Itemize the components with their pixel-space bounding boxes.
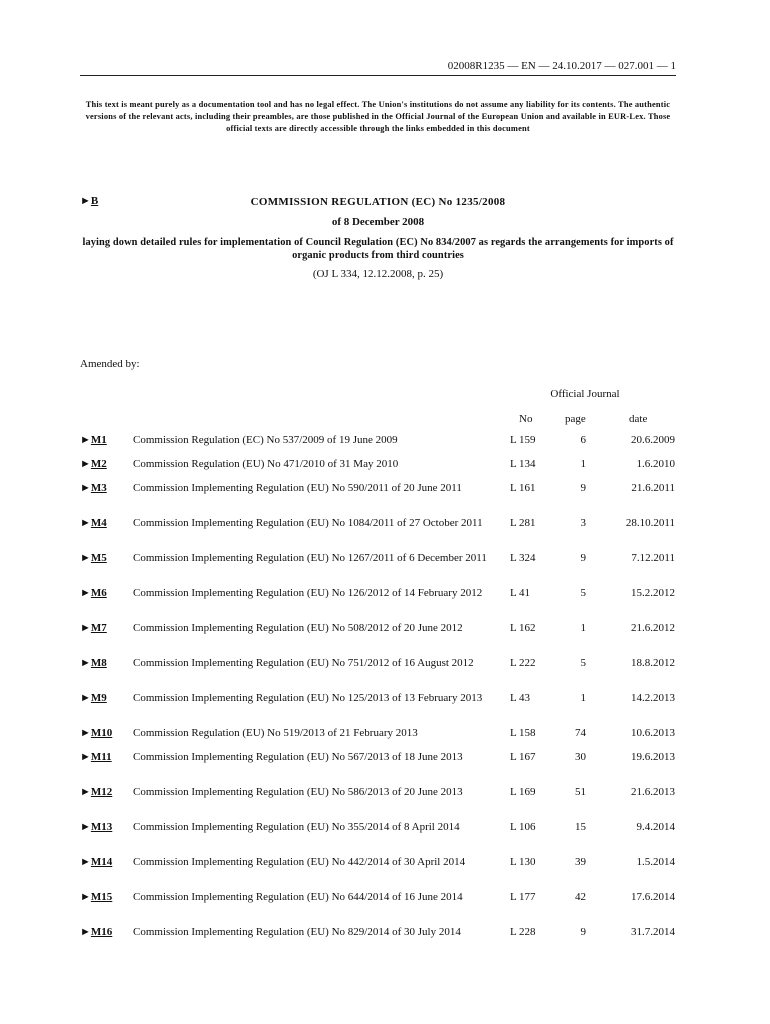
amendment-oj-number: L 169 bbox=[510, 786, 536, 798]
amendment-marker-link[interactable] bbox=[80, 434, 107, 446]
amendment-row bbox=[80, 856, 680, 886]
amendment-oj-number: L 167 bbox=[510, 751, 536, 763]
amendment-oj-number: L 228 bbox=[510, 926, 536, 938]
amendment-oj-date: 21.6.2011 bbox=[631, 482, 675, 494]
marker-arrow-icon: ► bbox=[80, 786, 91, 798]
amendment-title: Commission Implementing Regulation (EU) No 355/2014 of 8 April 2014 bbox=[133, 821, 460, 833]
amendment-title: Commission Implementing Regulation (EU) No 751/2012 of 16 August 2012 bbox=[133, 657, 474, 669]
amendment-marker-link[interactable] bbox=[80, 657, 107, 669]
amendment-title: Commission Implementing Regulation (EU) No 1267/2011 of 6 December 2011 bbox=[133, 552, 487, 564]
legal-disclaimer: This text is meant purely as a documentation tool and has no legal effect. The Union's institutions do not assume any liability for its contents. The authentic versions of the relevant acts, including their preambles, are those published in the Official Journal of the European Union and available in EUR-Lex. Those official texts are directly accessible through the links embedded in this document bbox=[85, 100, 671, 133]
amended-by-heading: Amended by: bbox=[80, 358, 140, 370]
amendment-row bbox=[80, 926, 680, 956]
amendment-row bbox=[80, 482, 680, 512]
amendment-oj-page: 6 bbox=[580, 434, 586, 446]
marker-arrow-icon: ► bbox=[80, 926, 91, 938]
amendment-oj-date: 20.6.2009 bbox=[631, 434, 675, 446]
amendment-oj-date: 1.6.2010 bbox=[636, 458, 675, 470]
amendment-oj-date: 31.7.2014 bbox=[631, 926, 675, 938]
amendment-title: Commission Regulation (EU) No 471/2010 of 31 May 2010 bbox=[133, 458, 399, 470]
amendment-code[interactable]: M16 bbox=[90, 926, 113, 938]
amendment-oj-page: 74 bbox=[575, 727, 586, 739]
amendment-oj-page: 1 bbox=[580, 458, 586, 470]
marker-arrow-icon: ► bbox=[80, 195, 91, 207]
amendment-title: Commission Implementing Regulation (EU) No 508/2012 of 20 June 2012 bbox=[133, 622, 463, 634]
amendment-code[interactable]: M5 bbox=[90, 552, 107, 564]
amendment-row bbox=[80, 657, 680, 687]
regulation-date: of 8 December 2008 bbox=[331, 216, 425, 228]
amendment-oj-page: 30 bbox=[575, 751, 586, 763]
amendment-marker-link[interactable] bbox=[80, 786, 112, 798]
marker-arrow-icon: ► bbox=[80, 727, 91, 739]
regulation-subject: laying down detailed rules for implementation of Council Regulation (EC) No 834/2007 as regards the arrangements for imports of organic products from third countries bbox=[82, 237, 674, 261]
amendment-oj-date: 17.6.2014 bbox=[631, 891, 675, 903]
amendment-code[interactable]: M2 bbox=[90, 458, 107, 470]
column-header-page: page bbox=[565, 413, 586, 425]
amendment-title: Commission Implementing Regulation (EU) No 590/2011 of 20 June 2011 bbox=[133, 482, 462, 494]
amendment-oj-date: 14.2.2013 bbox=[631, 692, 675, 704]
column-header-date: date bbox=[629, 413, 648, 425]
amendment-oj-number: L 324 bbox=[510, 552, 536, 564]
amendment-code[interactable]: M15 bbox=[90, 891, 113, 903]
amendment-title: Commission Regulation (EU) No 519/2013 of 21 February 2013 bbox=[133, 727, 418, 739]
amendment-oj-page: 9 bbox=[580, 926, 586, 938]
column-header-no: No bbox=[519, 413, 533, 425]
amendment-row bbox=[80, 587, 680, 617]
amendment-title: Commission Implementing Regulation (EU) No 567/2013 of 18 June 2013 bbox=[133, 751, 463, 763]
marker-arrow-icon: ► bbox=[80, 517, 91, 529]
amendment-marker-link[interactable] bbox=[80, 821, 112, 833]
marker-arrow-icon: ► bbox=[80, 482, 91, 494]
amendment-oj-number: L 159 bbox=[510, 434, 536, 446]
amendment-oj-number: L 281 bbox=[510, 517, 536, 529]
amendment-code[interactable]: M4 bbox=[90, 517, 107, 529]
document-reference-header: 02008R1235 — EN — 24.10.2017 — 027.001 — 1 bbox=[80, 60, 676, 76]
amendment-code[interactable]: M9 bbox=[90, 692, 107, 704]
amendment-marker-link[interactable] bbox=[80, 751, 112, 763]
amendment-oj-number: L 43 bbox=[510, 692, 531, 704]
amendment-code[interactable]: M11 bbox=[90, 751, 112, 763]
amendment-oj-page: 51 bbox=[575, 786, 586, 798]
amendment-title: Commission Implementing Regulation (EU) No 829/2014 of 30 July 2014 bbox=[133, 926, 461, 938]
amendment-row bbox=[80, 786, 680, 816]
amendment-marker-link[interactable] bbox=[80, 458, 107, 470]
amendment-row bbox=[80, 891, 680, 921]
base-act-code[interactable]: B bbox=[90, 195, 99, 207]
amendment-row bbox=[80, 751, 680, 781]
marker-arrow-icon: ► bbox=[80, 891, 91, 903]
amendment-marker-link[interactable] bbox=[80, 692, 107, 704]
marker-arrow-icon: ► bbox=[80, 821, 91, 833]
amendment-code[interactable]: M10 bbox=[90, 727, 113, 739]
amendment-code[interactable]: M3 bbox=[90, 482, 107, 494]
amendment-marker-link[interactable] bbox=[80, 517, 107, 529]
regulation-oj-reference: (OJ L 334, 12.12.2008, p. 25) bbox=[312, 268, 444, 280]
amendment-title: Commission Implementing Regulation (EU) No 644/2014 of 16 June 2014 bbox=[133, 891, 463, 903]
amendment-marker-link[interactable] bbox=[80, 552, 107, 564]
amendment-oj-page: 42 bbox=[575, 891, 586, 903]
amendment-oj-number: L 158 bbox=[510, 727, 536, 739]
amendment-oj-date: 10.6.2013 bbox=[631, 727, 675, 739]
amendment-code[interactable]: M6 bbox=[90, 587, 107, 599]
amendment-title: Commission Implementing Regulation (EU) No 125/2013 of 13 February 2013 bbox=[133, 692, 483, 704]
amendment-oj-number: L 162 bbox=[510, 622, 536, 634]
marker-arrow-icon: ► bbox=[80, 751, 91, 763]
amendment-oj-number: L 106 bbox=[510, 821, 536, 833]
regulation-title: COMMISSION REGULATION (EC) No 1235/2008 bbox=[250, 196, 506, 208]
amendment-row bbox=[80, 552, 680, 582]
marker-arrow-icon: ► bbox=[80, 552, 91, 564]
amendment-marker-link[interactable] bbox=[80, 587, 107, 599]
marker-arrow-icon: ► bbox=[80, 692, 91, 704]
amendment-oj-date: 9.4.2014 bbox=[636, 821, 675, 833]
amendment-marker-link[interactable] bbox=[80, 482, 107, 494]
amendment-marker-link[interactable] bbox=[80, 926, 112, 938]
amendment-code[interactable]: M8 bbox=[90, 657, 107, 669]
amendment-oj-page: 3 bbox=[580, 517, 586, 529]
amendment-oj-date: 21.6.2012 bbox=[631, 622, 675, 634]
amendment-oj-page: 9 bbox=[580, 552, 586, 564]
amendment-oj-number: L 41 bbox=[510, 587, 531, 599]
amendment-code[interactable]: M14 bbox=[90, 856, 113, 868]
amendment-oj-number: L 222 bbox=[510, 657, 536, 669]
marker-arrow-icon: ► bbox=[80, 657, 91, 669]
amendment-oj-number: L 130 bbox=[510, 856, 536, 868]
amendment-marker-link[interactable] bbox=[80, 727, 112, 739]
amendment-title: Commission Implementing Regulation (EU) No 586/2013 of 20 June 2013 bbox=[133, 786, 463, 798]
amendment-title: Commission Implementing Regulation (EU) No 126/2012 of 14 February 2012 bbox=[133, 587, 483, 599]
amendment-oj-page: 5 bbox=[580, 657, 586, 669]
amendment-title: Commission Implementing Regulation (EU) No 442/2014 of 30 April 2014 bbox=[133, 856, 466, 868]
amendment-oj-page: 15 bbox=[575, 821, 586, 833]
amendment-marker-link[interactable] bbox=[80, 891, 112, 903]
amendment-oj-date: 21.6.2013 bbox=[631, 786, 675, 798]
amendment-oj-date: 28.10.2011 bbox=[625, 517, 675, 529]
amendment-title: Commission Regulation (EC) No 537/2009 of 19 June 2009 bbox=[133, 434, 398, 446]
amendment-marker-link[interactable] bbox=[80, 622, 107, 634]
amendment-oj-page: 9 bbox=[580, 482, 586, 494]
official-journal-heading: Official Journal bbox=[550, 388, 620, 400]
amendment-row bbox=[80, 692, 680, 722]
amendment-oj-date: 15.2.2012 bbox=[631, 587, 675, 599]
amendment-code[interactable]: M12 bbox=[90, 786, 113, 798]
amendment-oj-page: 5 bbox=[580, 587, 586, 599]
amendment-code[interactable]: M13 bbox=[90, 821, 113, 833]
amendment-oj-date: 7.12.2011 bbox=[631, 552, 675, 564]
amendment-code[interactable]: M1 bbox=[90, 434, 107, 446]
amendment-row bbox=[80, 517, 680, 547]
amendment-oj-page: 39 bbox=[575, 856, 586, 868]
marker-arrow-icon: ► bbox=[80, 622, 91, 634]
marker-arrow-icon: ► bbox=[80, 458, 91, 470]
amendment-row bbox=[80, 622, 680, 652]
amendment-oj-date: 1.5.2014 bbox=[636, 856, 675, 868]
amendment-oj-number: L 161 bbox=[510, 482, 536, 494]
amendment-row bbox=[80, 821, 680, 851]
amendment-oj-number: L 134 bbox=[510, 458, 536, 470]
marker-arrow-icon: ► bbox=[80, 434, 91, 446]
amendment-code[interactable]: M7 bbox=[90, 622, 107, 634]
amendment-oj-number: L 177 bbox=[510, 891, 536, 903]
marker-arrow-icon: ► bbox=[80, 856, 91, 868]
amendment-oj-date: 19.6.2013 bbox=[631, 751, 675, 763]
amendment-oj-page: 1 bbox=[580, 622, 586, 634]
marker-arrow-icon: ► bbox=[80, 587, 91, 599]
amendment-oj-page: 1 bbox=[580, 692, 586, 704]
amendment-marker-link[interactable] bbox=[80, 856, 112, 868]
amendment-oj-date: 18.8.2012 bbox=[631, 657, 675, 669]
amendment-title: Commission Implementing Regulation (EU) No 1084/2011 of 27 October 2011 bbox=[133, 517, 483, 529]
